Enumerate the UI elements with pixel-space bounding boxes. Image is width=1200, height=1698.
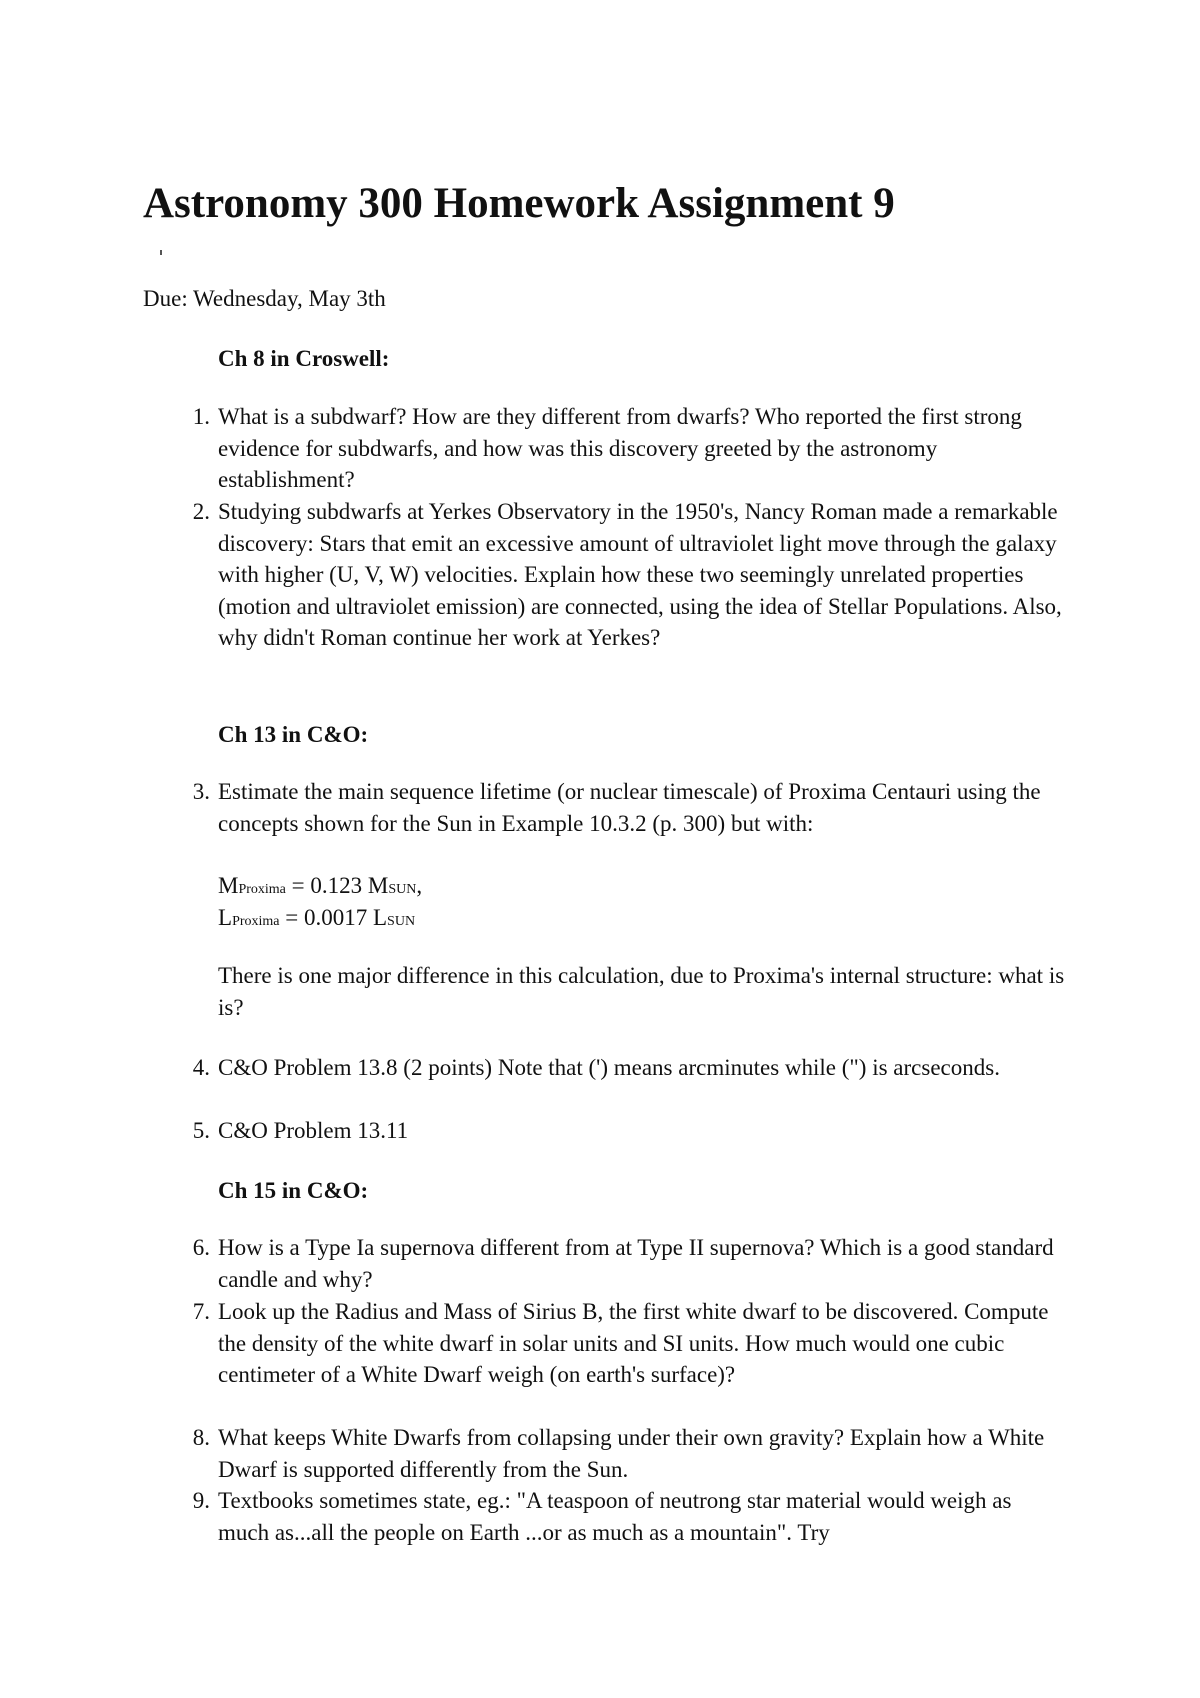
list-item (192, 496, 1068, 654)
item-text: C&O Problem 13.8 (2 points) Note that (') means arcminutes while (") is arcseconds. (218, 1055, 1000, 1080)
item-number: 3. (192, 779, 210, 804)
mass-value: = 0.123 M (285, 873, 389, 898)
page-title: Astronomy 300 Homework Assignment 9 (143, 180, 895, 227)
list-item (192, 1115, 1068, 1147)
section-heading-croswell: Ch 8 in Croswell: (218, 346, 390, 371)
item-number: 5. (192, 1118, 210, 1143)
list-item (192, 1052, 1068, 1084)
item-number: 9. (192, 1488, 210, 1513)
due-date: Due: Wednesday, May 3th (143, 286, 386, 311)
luminosity-value: = 0.0017 L (279, 905, 388, 930)
item-3-note: There is one major difference in this calculation, due to Proxima's internal structure: what is is? (218, 963, 1065, 1020)
item-number: 2. (192, 499, 210, 524)
list-item (192, 1485, 1068, 1548)
list-item (192, 1232, 1068, 1295)
item-number: 4. (192, 1055, 210, 1080)
item-text: Textbooks sometimes state, eg.: "A teaspoon of neutrong star material would weigh as much as...all the people on Earth ...or as much as a mountain". Try (218, 1488, 1012, 1545)
luminosity-subscript: Proxima (232, 914, 280, 929)
stray-mark (160, 250, 162, 255)
item-text: Estimate the main sequence lifetime (or nuclear timescale) of Proxima Centauri using the concepts shown for the Sun in Example 10.3.2 (p. 300) but with: (218, 779, 1041, 836)
list-item (192, 776, 1068, 839)
mass-subscript: Proxima (238, 882, 286, 897)
item-number: 8. (192, 1425, 210, 1450)
mass-symbol: M (218, 873, 239, 898)
mass-end: , (416, 873, 423, 898)
item-number: 6. (192, 1235, 210, 1260)
luminosity-sun-subscript: SUN (387, 914, 416, 929)
item-text: What keeps White Dwarfs from collapsing under their own gravity? Explain how a White Dwarf is supported differently from the Sun. (218, 1425, 1045, 1482)
list-item (192, 401, 1068, 496)
list-item (192, 1296, 1068, 1391)
list-item (192, 1422, 1068, 1485)
item-number: 7. (192, 1299, 210, 1324)
item-text: How is a Type Ia supernova different from at Type II supernova? Which is a good standard candle and why? (218, 1235, 1054, 1292)
section-heading-ch15: Ch 15 in C&O: (218, 1178, 369, 1203)
section-heading-ch13: Ch 13 in C&O: (218, 722, 369, 747)
luminosity-symbol: L (218, 905, 233, 930)
item-number: 1. (192, 404, 210, 429)
item-text: What is a subdwarf? How are they different from dwarfs? Who reported the first strong evidence for subdwarfs, and how was this discovery greeted by the astronomy establishment? (218, 404, 1022, 492)
proxima-mass-line (218, 870, 1068, 906)
item-text: C&O Problem 13.11 (218, 1118, 409, 1143)
proxima-luminosity-line (218, 902, 1068, 938)
item-text: Look up the Radius and Mass of Sirius B, the first white dwarf to be discovered. Compute the density of the white dwarf in solar units and SI units. How much would one cubic centimeter of a White Dwarf weigh (on earth's surface)? (218, 1299, 1049, 1387)
item-text: Studying subdwarfs at Yerkes Observatory in the 1950's, Nancy Roman made a remarkable discovery: Stars that emit an excessive amount of ultraviolet light move through the galaxy with higher (U, V, W) velocities. Explain how these two seemingly unrelated properties (motion and ultraviolet emission) are connected, using the idea of Stellar Populations. Also, why didn't Roman continue her work at Yerkes? (218, 499, 1062, 650)
mass-sun-subscript: SUN (388, 882, 417, 897)
